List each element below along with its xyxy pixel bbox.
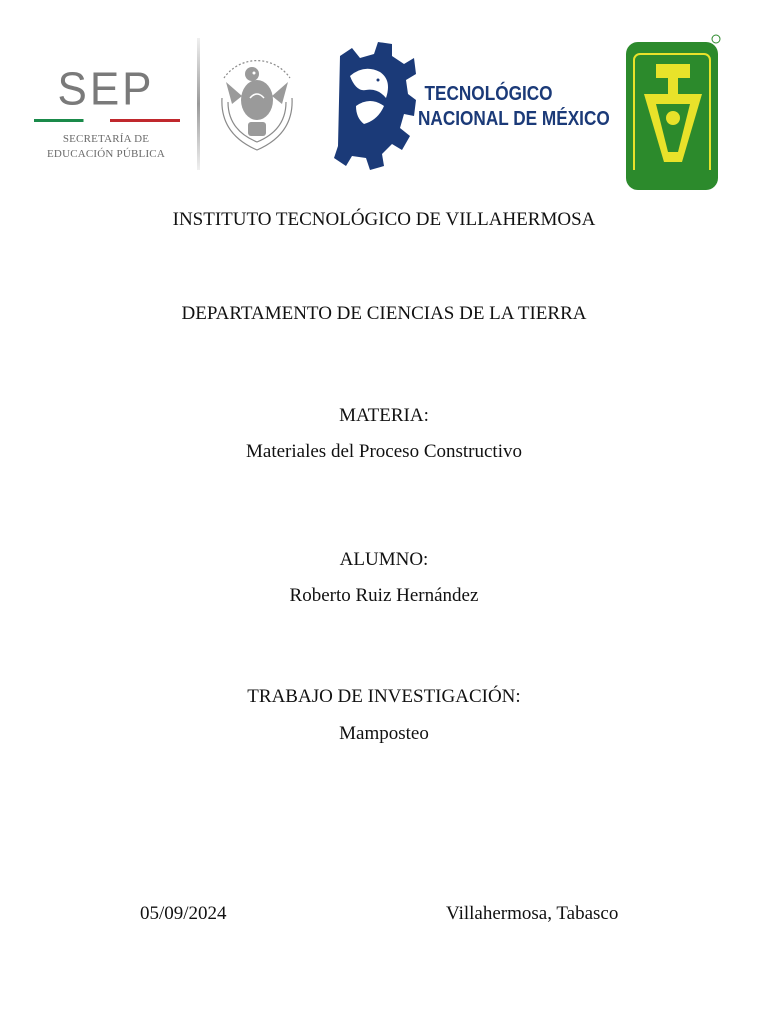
document-place: Villahermosa, Tabasco [446,903,619,924]
sep-subtitle [30,132,182,162]
student-label: ALUMNO: [339,549,429,570]
logo-header [0,0,768,200]
document-date: 05/09/2024 [140,903,227,924]
department-name: DEPARTAMENTO DE CIENCIAS DE LA TIERRA [181,303,587,324]
work-value: Mamposteo [339,723,429,744]
sep-logo [30,62,182,172]
sep-wordmark: SEP [57,63,155,116]
institute-name: INSTITUTO TECNOLÓGICO DE VILLAHERMOSA [172,209,596,230]
sep-flag-stripe [34,119,180,122]
subject-label: MATERIA: [339,405,429,426]
subject-value: Materiales del Proceso Constructivo [246,441,522,462]
mexican-coat-of-arms-icon [212,38,302,162]
work-label: TRABAJO DE INVESTIGACIÓN: [247,686,521,707]
tecnm-line1: TECNOLÓGICO [424,83,553,105]
sep-subtitle-line2: EDUCACIÓN PÚBLICA [47,148,165,160]
itvh-shield-icon [622,34,724,194]
logo-divider [197,38,200,170]
student-value: Roberto Ruiz Hernández [289,585,479,606]
tecnm-wordmark [418,82,610,132]
sep-subtitle-line1: SECRETARÍA DE [62,133,150,145]
gear-eagle-icon [330,36,416,176]
tecnm-line2: NACIONAL DE MÉXICO [418,108,610,130]
